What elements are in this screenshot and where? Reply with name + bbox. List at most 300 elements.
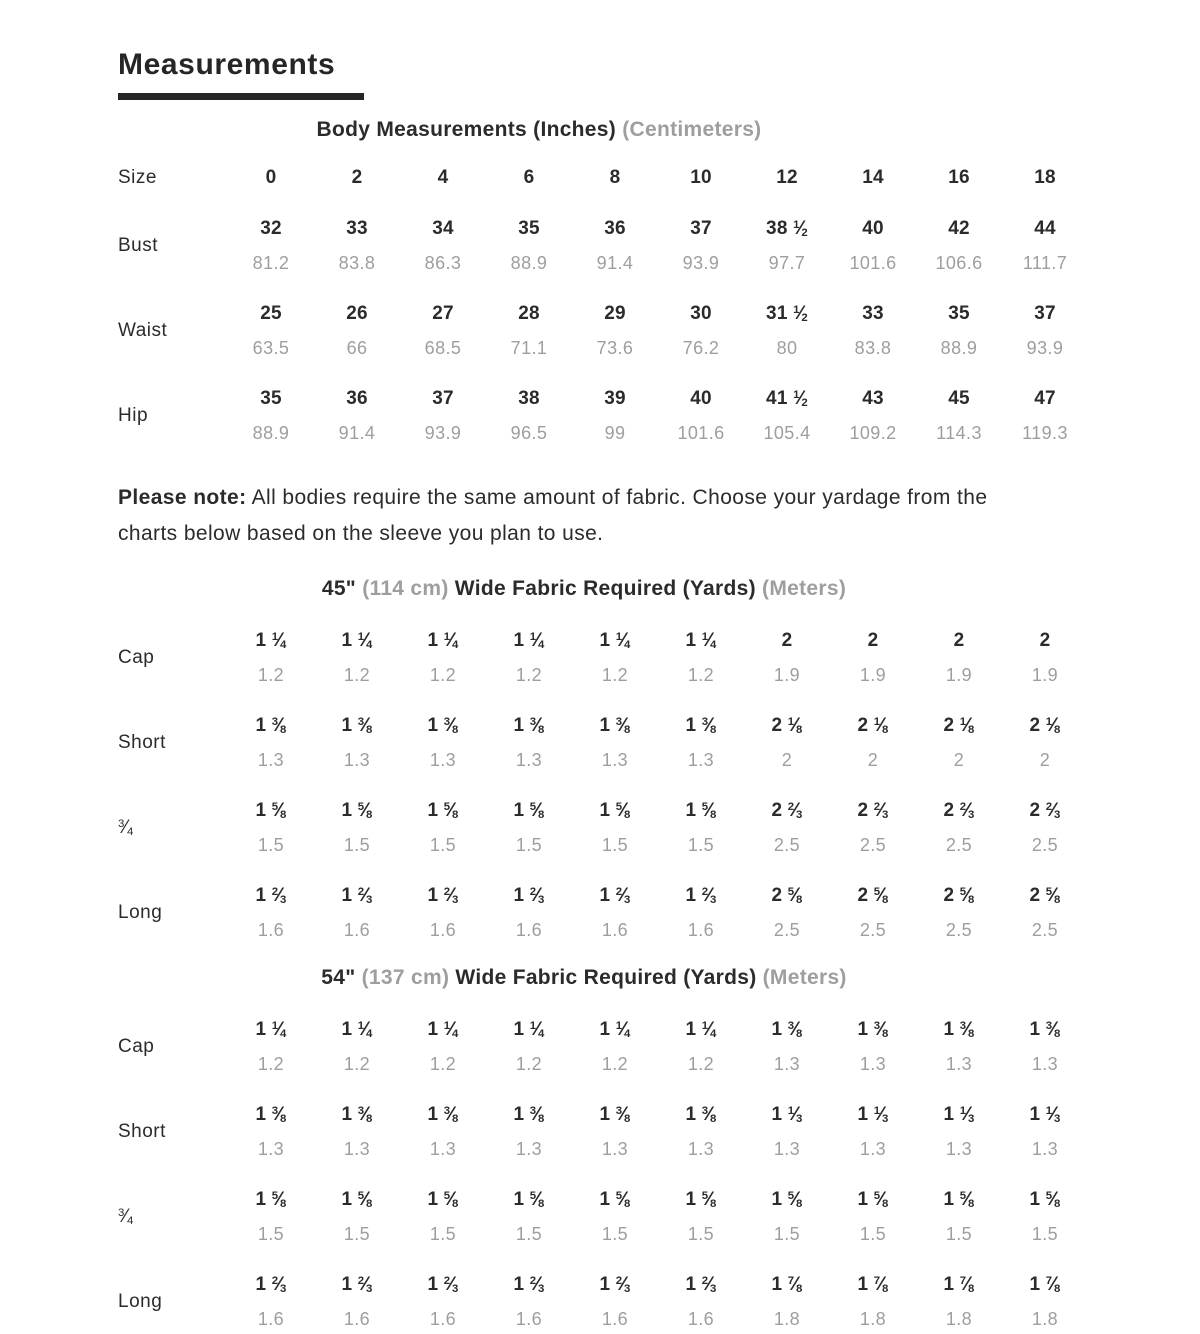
primary-value: 1 $^5⁄_8$ <box>255 800 287 821</box>
metric-value: 2.5 <box>859 920 887 940</box>
table-cell <box>314 630 400 686</box>
metric-value: 1.5 <box>1031 1224 1059 1244</box>
metric-value: 1.3 <box>687 750 715 770</box>
primary-value: 26 <box>346 303 368 324</box>
table-cell <box>1002 1104 1088 1160</box>
metric-value: 1.2 <box>429 1054 457 1074</box>
row-label: Short <box>118 732 166 753</box>
metric-value: 1.3 <box>257 1139 285 1159</box>
metric-value: 80 <box>776 338 798 358</box>
metric-value: 71.1 <box>510 338 548 358</box>
primary-value: 1 $^5⁄_8$ <box>685 800 717 821</box>
primary-value: 1 $^2⁄_3$ <box>341 1274 373 1295</box>
primary-value: 2 <box>953 630 965 651</box>
metric-value: 1.8 <box>945 1309 973 1329</box>
primary-value: 1 $^5⁄_8$ <box>599 1189 631 1210</box>
table-cell <box>744 800 830 856</box>
metric-value: 2 <box>867 750 879 770</box>
metric-value: 1.2 <box>343 665 371 685</box>
table-cell <box>228 388 314 444</box>
primary-value: 1 $^5⁄_8$ <box>685 1189 717 1210</box>
primary-value: 45 <box>948 388 970 409</box>
primary-value: 1 $^5⁄_8$ <box>513 800 545 821</box>
table-cell <box>658 800 744 856</box>
metric-value: 1.6 <box>601 920 629 940</box>
row-label: Long <box>118 1291 163 1312</box>
primary-value: 38 <box>518 388 540 409</box>
primary-value: 2 <box>867 630 879 651</box>
body-measurements-rows <box>118 218 1200 444</box>
metric-value: 1.3 <box>429 1139 457 1159</box>
metric-value: 88.9 <box>510 253 548 273</box>
metric-value: 1.3 <box>601 1139 629 1159</box>
primary-value: 1 $^2⁄_3$ <box>513 1274 545 1295</box>
metric-value: 1.3 <box>343 1139 371 1159</box>
table-row <box>118 1189 1200 1245</box>
table-cell <box>658 303 744 359</box>
metric-value: 1.6 <box>515 920 543 940</box>
primary-value: 1 $^2⁄_3$ <box>255 885 287 906</box>
size-value: 2 <box>351 167 363 188</box>
metric-value: 109.2 <box>849 423 897 443</box>
primary-value: 1 $^1⁄_4$ <box>255 630 287 651</box>
metric-value: 63.5 <box>252 338 290 358</box>
table-cell <box>830 218 916 274</box>
table-cell <box>400 1019 486 1075</box>
table-cell <box>572 1019 658 1075</box>
note-label: Please note: <box>118 486 247 509</box>
primary-value: 1 $^3⁄_8$ <box>427 715 459 736</box>
heading-inches-text: Body Measurements (Inches) <box>316 118 617 141</box>
metric-value: 1.6 <box>343 1309 371 1329</box>
primary-value: 1 $^5⁄_8$ <box>513 1189 545 1210</box>
table-cell <box>572 800 658 856</box>
table-cell <box>744 1189 830 1245</box>
table-cell <box>486 388 572 444</box>
primary-value: 1 $^7⁄_8$ <box>1029 1274 1061 1295</box>
table-cell <box>486 1189 572 1245</box>
primary-value: 43 <box>862 388 884 409</box>
table-cell <box>830 1019 916 1075</box>
metric-value: 1.3 <box>687 1139 715 1159</box>
row-label: Waist <box>118 320 168 341</box>
primary-value: 1 $^1⁄_4$ <box>685 1019 717 1040</box>
fabric-45-heading <box>99 577 1069 601</box>
metric-value: 1.9 <box>945 665 973 685</box>
table-cell <box>1002 303 1088 359</box>
primary-value: 37 <box>432 388 454 409</box>
size-value: 12 <box>776 167 798 188</box>
metric-value: 101.6 <box>849 253 897 273</box>
row-label: Cap <box>118 1036 155 1057</box>
metric-value: 105.4 <box>763 423 811 443</box>
metric-value: 1.3 <box>1031 1054 1059 1074</box>
primary-value: 1 $^2⁄_3$ <box>255 1274 287 1295</box>
table-cell <box>830 1104 916 1160</box>
table-cell <box>400 1274 486 1330</box>
metric-value: 68.5 <box>424 338 462 358</box>
table-cell <box>314 1189 400 1245</box>
metric-value: 1.3 <box>859 1054 887 1074</box>
metric-value: 1.8 <box>773 1309 801 1329</box>
primary-value: 1 $^5⁄_8$ <box>771 1189 803 1210</box>
table-cell <box>572 1189 658 1245</box>
table-cell <box>658 218 744 274</box>
primary-value: 1 $^5⁄_8$ <box>341 800 373 821</box>
table-cell <box>314 1019 400 1075</box>
fabric-45-rows <box>118 630 1200 941</box>
table-cell <box>314 800 400 856</box>
size-value: 14 <box>862 167 884 188</box>
table-cell <box>400 1104 486 1160</box>
table-cell <box>486 218 572 274</box>
metric-value: 2 <box>953 750 965 770</box>
metric-value: 119.3 <box>1022 423 1068 443</box>
metric-value: 76.2 <box>682 338 720 358</box>
metric-value: 1.2 <box>601 665 629 685</box>
metric-value: 1.6 <box>601 1309 629 1329</box>
table-cell <box>314 885 400 941</box>
metric-value: 1.5 <box>601 835 629 855</box>
table-cell <box>486 303 572 359</box>
primary-value: 1 $^1⁄_3$ <box>771 1104 803 1125</box>
metric-value: 93.9 <box>1026 338 1064 358</box>
primary-value: 2 <box>781 630 793 651</box>
table-cell <box>916 303 1002 359</box>
size-value: 16 <box>948 167 970 188</box>
metric-value: 73.6 <box>596 338 634 358</box>
metric-value: 101.6 <box>677 423 725 443</box>
table-cell <box>744 388 830 444</box>
primary-value: 1 $^2⁄_3$ <box>685 885 717 906</box>
metric-value: 1.6 <box>515 1309 543 1329</box>
metric-value: 1.2 <box>343 1054 371 1074</box>
row-label: Bust <box>118 235 159 256</box>
primary-value: 1 $^2⁄_3$ <box>599 1274 631 1295</box>
fabric-54-width: 54" <box>321 966 356 989</box>
metric-value: 114.3 <box>936 423 982 443</box>
metric-value: 1.5 <box>601 1224 629 1244</box>
primary-value: 1 $^1⁄_4$ <box>341 630 373 651</box>
table-cell <box>572 1104 658 1160</box>
metric-value: 1.6 <box>257 1309 285 1329</box>
primary-value: 1 $^2⁄_3$ <box>513 885 545 906</box>
primary-value: 1 $^3⁄_8$ <box>771 1019 803 1040</box>
table-cell <box>658 388 744 444</box>
table-cell <box>400 1189 486 1245</box>
table-row <box>118 1104 1200 1160</box>
primary-value: 25 <box>260 303 282 324</box>
primary-value: 2 $^2⁄_3$ <box>943 800 975 821</box>
metric-value: 2 <box>1039 750 1051 770</box>
primary-value: 2 $^2⁄_3$ <box>771 800 803 821</box>
metric-value: 1.5 <box>257 835 285 855</box>
primary-value: 2 $^1⁄_8$ <box>771 715 803 736</box>
primary-value: 1 $^5⁄_8$ <box>857 1189 889 1210</box>
primary-value: 30 <box>690 303 712 324</box>
row-label: $^3⁄_4$ <box>118 817 134 838</box>
metric-value: 1.5 <box>515 835 543 855</box>
metric-value: 96.5 <box>510 423 548 443</box>
primary-value: 27 <box>432 303 454 324</box>
metric-value: 93.9 <box>682 253 720 273</box>
primary-value: 2 $^5⁄_8$ <box>857 885 889 906</box>
primary-value: 1 $^3⁄_8$ <box>427 1104 459 1125</box>
primary-value: 1 $^1⁄_4$ <box>599 1019 631 1040</box>
table-cell <box>486 630 572 686</box>
primary-value: 1 $^2⁄_3$ <box>599 885 631 906</box>
table-cell <box>572 388 658 444</box>
primary-value: 2 $^1⁄_8$ <box>1029 715 1061 736</box>
fabric-table-45 <box>118 577 1200 941</box>
metric-value: 1.2 <box>429 665 457 685</box>
table-cell <box>400 218 486 274</box>
table-cell <box>830 1274 916 1330</box>
primary-value: 47 <box>1034 388 1056 409</box>
table-cell <box>658 715 744 771</box>
size-value: 0 <box>265 167 277 188</box>
primary-value: 1 $^7⁄_8$ <box>943 1274 975 1295</box>
table-cell <box>744 715 830 771</box>
metric-value: 99 <box>604 423 626 443</box>
primary-value: 1 $^1⁄_4$ <box>255 1019 287 1040</box>
please-note <box>118 480 990 552</box>
primary-value: 1 $^5⁄_8$ <box>427 800 459 821</box>
size-label: Size <box>118 167 157 188</box>
metric-value: 1.2 <box>601 1054 629 1074</box>
metric-value: 1.6 <box>257 920 285 940</box>
table-cell <box>1002 630 1088 686</box>
metric-value: 1.3 <box>859 1139 887 1159</box>
fabric-table-54 <box>118 966 1200 1330</box>
table-cell <box>744 885 830 941</box>
table-row <box>118 388 1200 444</box>
primary-value: 1 $^2⁄_3$ <box>685 1274 717 1295</box>
row-label: Short <box>118 1121 166 1142</box>
table-cell <box>916 1189 1002 1245</box>
metric-value: 1.6 <box>429 1309 457 1329</box>
table-cell <box>228 800 314 856</box>
metric-value: 1.5 <box>687 1224 715 1244</box>
metric-value: 1.5 <box>343 835 371 855</box>
metric-value: 1.2 <box>515 665 543 685</box>
metric-value: 1.6 <box>687 920 715 940</box>
primary-value: 2 $^2⁄_3$ <box>857 800 889 821</box>
primary-value: 1 $^1⁄_4$ <box>599 630 631 651</box>
table-cell <box>1002 218 1088 274</box>
heading-centimeters-text: (Centimeters) <box>622 118 762 141</box>
primary-value: 1 $^3⁄_8$ <box>341 1104 373 1125</box>
metric-value: 2.5 <box>773 835 801 855</box>
metric-value: 66 <box>346 338 368 358</box>
metric-value: 1.9 <box>773 665 801 685</box>
table-cell <box>572 715 658 771</box>
metric-value: 91.4 <box>596 253 634 273</box>
metric-value: 1.5 <box>859 1224 887 1244</box>
primary-value: 32 <box>260 218 282 239</box>
primary-value: 1 $^1⁄_4$ <box>341 1019 373 1040</box>
primary-value: 1 $^1⁄_4$ <box>427 630 459 651</box>
metric-value: 1.3 <box>429 750 457 770</box>
metric-value: 1.6 <box>429 920 457 940</box>
primary-value: 33 <box>862 303 884 324</box>
table-cell <box>744 303 830 359</box>
metric-value: 1.3 <box>343 750 371 770</box>
primary-value: 1 $^3⁄_8$ <box>599 715 631 736</box>
metric-value: 1.5 <box>257 1224 285 1244</box>
table-cell <box>314 715 400 771</box>
primary-value: 1 $^1⁄_4$ <box>513 1019 545 1040</box>
fabric-45-cm: (114 cm) <box>362 577 449 600</box>
primary-value: 1 $^3⁄_8$ <box>857 1019 889 1040</box>
metric-value: 1.5 <box>429 835 457 855</box>
metric-value: 97.7 <box>768 253 806 273</box>
metric-value: 1.6 <box>343 920 371 940</box>
metric-value: 81.2 <box>252 253 290 273</box>
metric-value: 2.5 <box>859 835 887 855</box>
size-value: 18 <box>1034 167 1056 188</box>
metric-value: 88.9 <box>252 423 290 443</box>
size-value: 4 <box>437 167 449 188</box>
metric-value: 1.8 <box>1031 1309 1059 1329</box>
table-cell <box>830 715 916 771</box>
primary-value: 1 $^3⁄_8$ <box>1029 1019 1061 1040</box>
primary-value: 1 $^5⁄_8$ <box>255 1189 287 1210</box>
primary-value: 1 $^1⁄_4$ <box>513 630 545 651</box>
metric-value: 1.3 <box>515 1139 543 1159</box>
table-cell <box>744 1104 830 1160</box>
row-label: $^3⁄_4$ <box>118 1206 134 1227</box>
table-cell <box>916 800 1002 856</box>
table-row <box>118 1019 1200 1075</box>
table-cell <box>486 885 572 941</box>
primary-value: 35 <box>518 218 540 239</box>
primary-value: 1 $^1⁄_4$ <box>685 630 717 651</box>
primary-value: 1 $^5⁄_8$ <box>1029 1189 1061 1210</box>
primary-value: 1 $^5⁄_8$ <box>599 800 631 821</box>
metric-value: 1.3 <box>773 1139 801 1159</box>
metric-value: 1.3 <box>1031 1139 1059 1159</box>
table-row <box>118 218 1200 274</box>
primary-value: 1 $^5⁄_8$ <box>427 1189 459 1210</box>
table-cell <box>744 1274 830 1330</box>
table-cell <box>314 388 400 444</box>
table-cell <box>916 1274 1002 1330</box>
table-cell <box>314 218 400 274</box>
primary-value: 2 $^5⁄_8$ <box>943 885 975 906</box>
table-cell <box>916 1019 1002 1075</box>
primary-value: 2 $^5⁄_8$ <box>771 885 803 906</box>
metric-value: 1.2 <box>257 1054 285 1074</box>
table-cell <box>1002 1019 1088 1075</box>
primary-value: 35 <box>260 388 282 409</box>
table-cell <box>314 303 400 359</box>
metric-value: 2.5 <box>1031 835 1059 855</box>
table-cell <box>400 303 486 359</box>
table-cell <box>486 1019 572 1075</box>
table-cell <box>228 1104 314 1160</box>
row-label: Cap <box>118 647 155 668</box>
table-cell <box>830 885 916 941</box>
primary-value: 2 $^2⁄_3$ <box>1029 800 1061 821</box>
metric-value: 111.7 <box>1022 253 1068 273</box>
table-cell <box>830 630 916 686</box>
table-cell <box>228 885 314 941</box>
table-cell <box>228 1019 314 1075</box>
primary-value: 1 $^5⁄_8$ <box>341 1189 373 1210</box>
primary-value: 2 $^1⁄_8$ <box>857 715 889 736</box>
primary-value: 40 <box>862 218 884 239</box>
metric-value: 1.3 <box>945 1139 973 1159</box>
table-row <box>118 800 1200 856</box>
table-cell <box>830 800 916 856</box>
table-cell <box>744 1019 830 1075</box>
primary-value: 2 $^1⁄_8$ <box>943 715 975 736</box>
table-cell <box>572 885 658 941</box>
fabric-45-width: 45" <box>321 577 357 600</box>
primary-value: 34 <box>432 218 454 239</box>
size-value: 8 <box>609 167 621 188</box>
fabric-45-meters: (Meters) <box>762 577 847 600</box>
primary-value: 42 <box>948 218 970 239</box>
table-cell <box>916 1104 1002 1160</box>
table-cell <box>228 218 314 274</box>
metric-value: 106.6 <box>935 253 983 273</box>
primary-value: 1 $^3⁄_8$ <box>513 1104 545 1125</box>
table-cell <box>572 218 658 274</box>
table-row <box>118 303 1200 359</box>
primary-value: 1 $^1⁄_4$ <box>427 1019 459 1040</box>
table-cell <box>916 630 1002 686</box>
primary-value: 1 $^1⁄_3$ <box>943 1104 975 1125</box>
table-cell <box>658 885 744 941</box>
table-cell <box>1002 715 1088 771</box>
metric-value: 1.5 <box>945 1224 973 1244</box>
primary-value: 44 <box>1034 218 1056 239</box>
metric-value: 86.3 <box>424 253 462 273</box>
table-cell <box>572 1274 658 1330</box>
metric-value: 1.5 <box>429 1224 457 1244</box>
table-cell <box>400 630 486 686</box>
metric-value: 1.2 <box>687 1054 715 1074</box>
primary-value: 2 <box>1039 630 1051 651</box>
table-cell <box>228 715 314 771</box>
metric-value: 1.6 <box>687 1309 715 1329</box>
primary-value: 1 $^2⁄_3$ <box>427 1274 459 1295</box>
primary-value: 1 $^3⁄_8$ <box>599 1104 631 1125</box>
primary-value: 31 $^1⁄_2$ <box>766 303 808 324</box>
table-cell <box>658 630 744 686</box>
size-header-row <box>118 167 1200 189</box>
table-row <box>118 1274 1200 1330</box>
primary-value: 36 <box>604 218 626 239</box>
metric-value: 1.9 <box>859 665 887 685</box>
table-cell <box>1002 388 1088 444</box>
metric-value: 1.5 <box>773 1224 801 1244</box>
table-cell <box>314 1104 400 1160</box>
metric-value: 1.5 <box>343 1224 371 1244</box>
body-measurements-heading <box>54 118 1024 142</box>
table-cell <box>658 1189 744 1245</box>
primary-value: 33 <box>346 218 368 239</box>
title-underline <box>118 93 364 100</box>
primary-value: 1 $^3⁄_8$ <box>685 715 717 736</box>
table-cell <box>830 1189 916 1245</box>
table-row <box>118 715 1200 771</box>
table-cell <box>916 885 1002 941</box>
primary-value: 35 <box>948 303 970 324</box>
table-cell <box>572 303 658 359</box>
